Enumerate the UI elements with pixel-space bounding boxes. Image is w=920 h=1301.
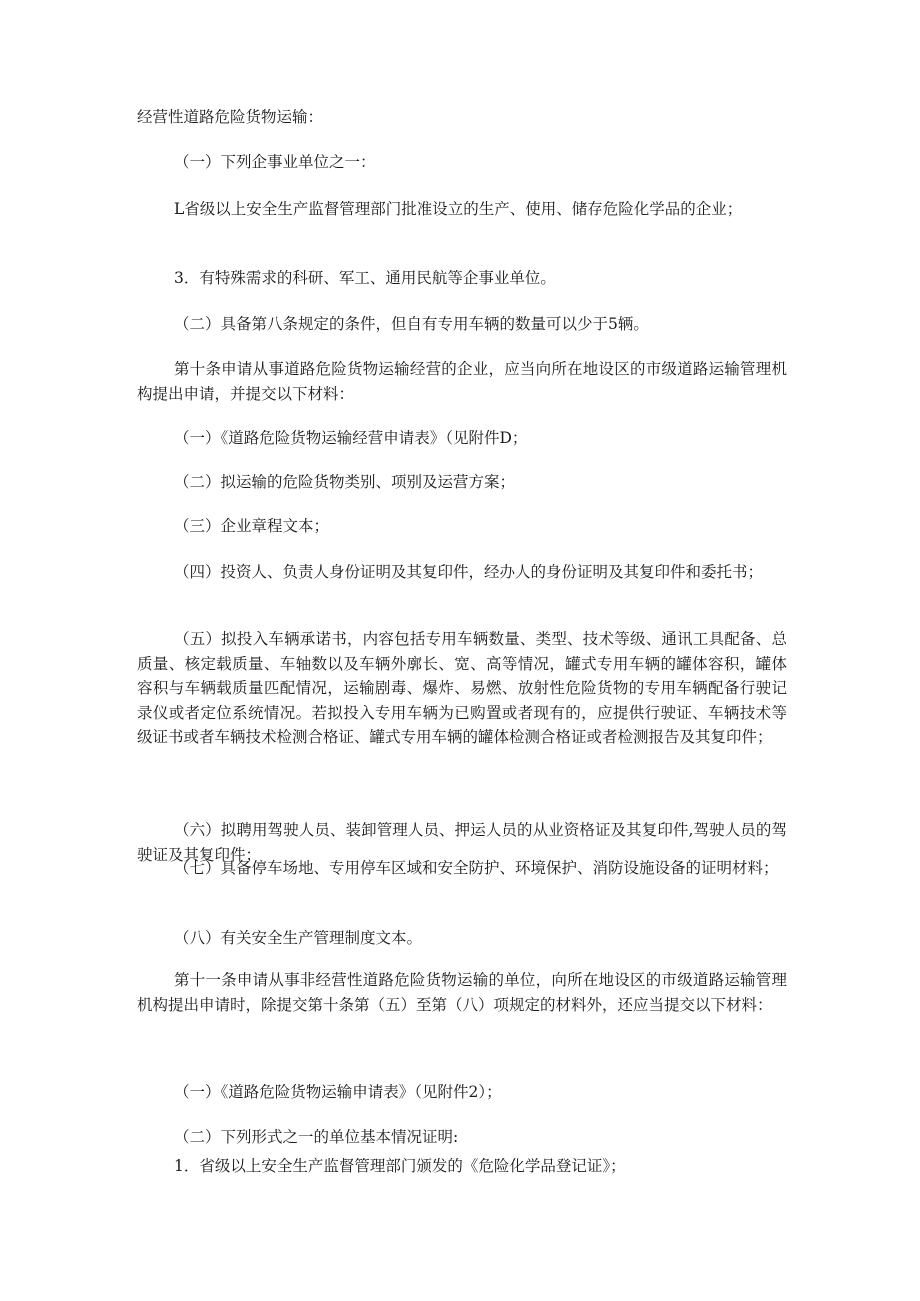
paragraph-9: （三）企业章程文本； <box>174 517 330 535</box>
paragraph-15: 第十一条申请从事非经营性道路危险货物运输的单位，向所在地设区的市级道路运输管理机构提出申请时，除提交第十条第（五）至第（八）项规定的材料外，还应当提交以下材料： <box>137 971 787 1014</box>
paragraph-3: L省级以上安全生产监督管理部门批准设立的生产、使用、储存危险化学品的企业； <box>174 200 743 218</box>
paragraph-17: （二）下列形式之一的单位基本情况证明: <box>174 1128 459 1146</box>
paragraph-11: （五）拟投入车辆承诺书，内容包括专用车辆数量、类型、技术等级、通讯工具配备、总质量、核定载质量、车轴数以及车辆外廓长、宽、高等情况，罐式专用车辆的罐体容积，罐体容积与车辆载质量匹配情况，运输剧毒、爆炸、易燃、放射性危险货物的专用车辆配备行驶记录仪或者定位系统情况。若拟投入专用车辆为已购置或者现有的，应提供行驶证、车辆技术等级证书或者车辆技术检测合格证、罐式专用车辆的罐体检测合格证或者检测报告及其复印件； <box>137 630 787 746</box>
paragraph-2: （一）下列企事业单位之一： <box>174 153 376 171</box>
paragraph-1: 经营性道路危险货物运输： <box>137 108 324 126</box>
paragraph-4: 3．有特殊需求的科研、军工、通用民航等企事业单位。 <box>174 269 556 287</box>
paragraph-18: 1．省级以上安全生产监督管理部门颁发的《危险化学品登记证》； <box>174 1157 626 1175</box>
paragraph-5: （二）具备第八条规定的条件，但自有专用车辆的数量可以少于5辆。 <box>174 315 649 333</box>
paragraph-8: （二）拟运输的危险货物类别、项别及运营方案； <box>174 473 516 491</box>
paragraph-12: （六）拟聘用驾驶人员、装卸管理人员、押运人员的从业资格证及其复印件,驾驶人员的驾驶证及其复印件； <box>137 821 787 864</box>
paragraph-13: （七）具备停车场地、专用停车区域和安全防护、环境保护、消防设施设备的证明材料； <box>174 859 779 877</box>
paragraph-10: （四）投资人、负责人身份证明及其复印件，经办人的身份证明及其复印件和委托书； <box>174 563 764 581</box>
paragraph-16: （一）《道路危险货物运输申请表》（见附件2）； <box>174 1083 502 1101</box>
paragraph-7: （一）《道路危险货物运输经营申请表》（见附件D； <box>174 429 528 447</box>
paragraph-6: 第十条申请从事道路危险货物运输经营的企业，应当向所在地设区的市级道路运输管理机构提出申请，并提交以下材料： <box>137 360 787 403</box>
paragraph-14: （八）有关安全生产管理制度文本。 <box>174 929 423 947</box>
